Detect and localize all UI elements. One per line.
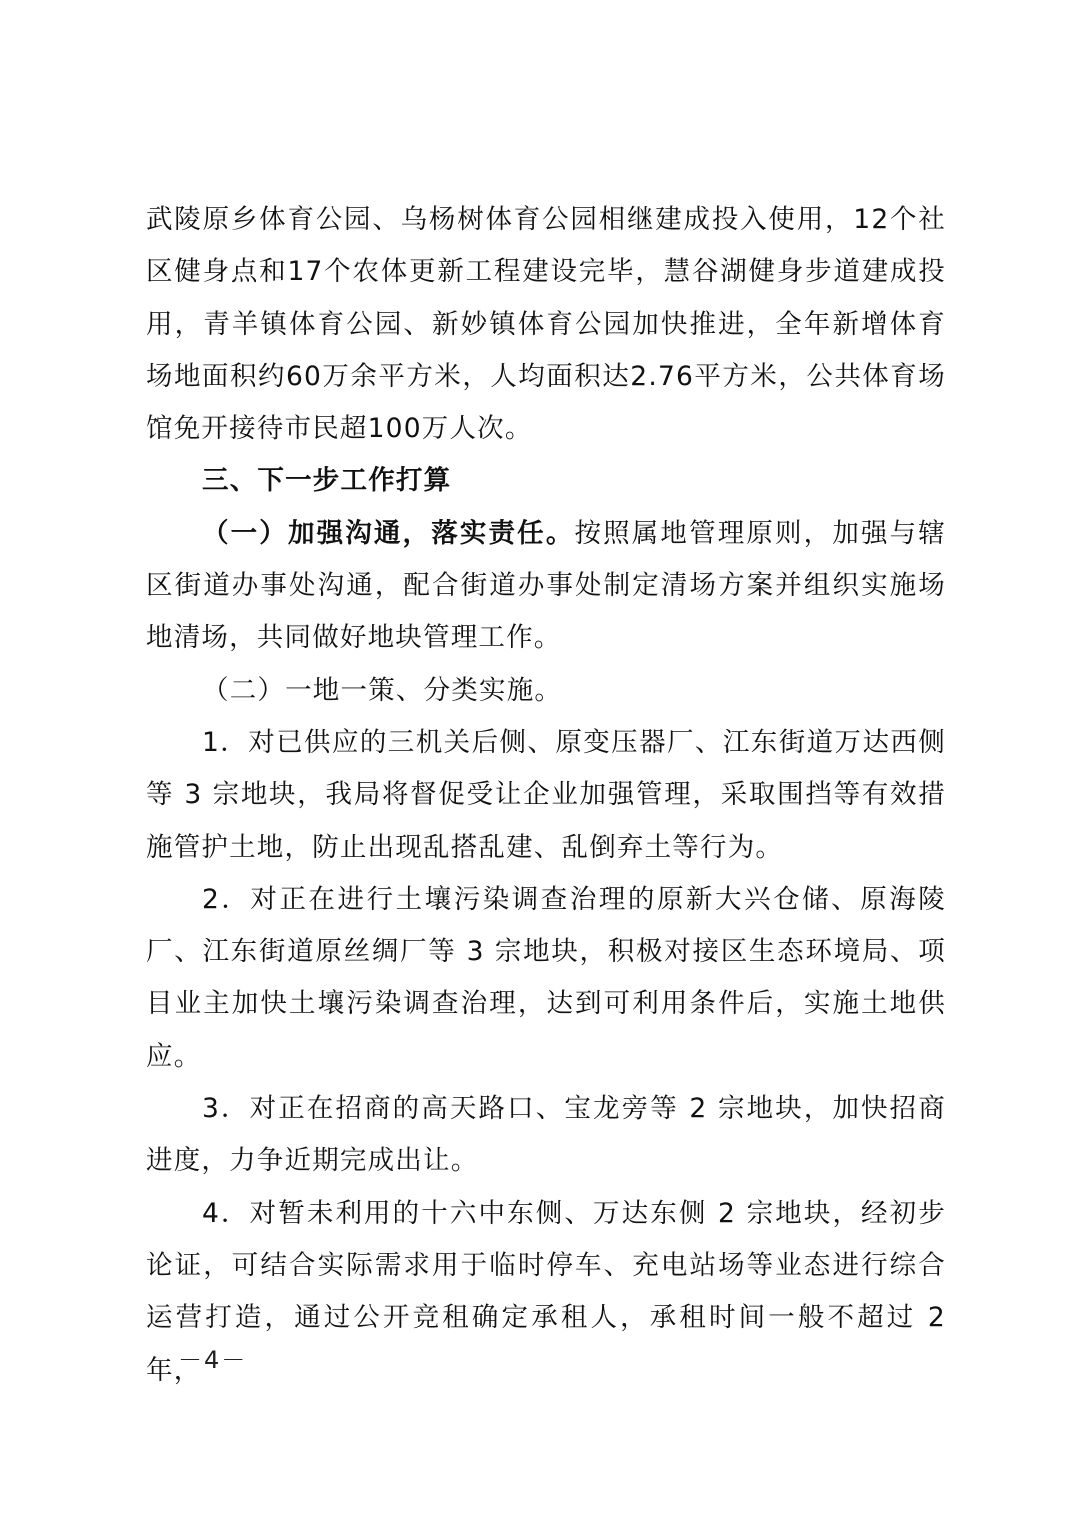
page-number: －4－ [178,1346,248,1374]
paragraph-continuation: 武陵原乡体育公园、乌杨树体育公园相继建成投入使用，12个社区健身点和17个农体更新工程建设完毕，慧谷湖健身步道建成投用，青羊镇体育公园、新妙镇体育公园加快推进，全年新增体育场地面积约60万余平方米，人均面积达2.76平方米，公共体育场馆免开接待市民超100万人次。 [146,204,946,445]
paragraph-communication [146,508,946,665]
subsection-heading: （二）一地一策、分类实施。 [202,674,563,706]
section-heading: 三、下一步工作打算 [202,465,452,497]
document-body [146,194,946,1397]
list-item-4: 4．对暂未利用的十六中东侧、万达东侧 2 宗地块，经初步论证，可结合实际需求用于临时停车、充电站场等业态进行综合运营打造，通过公开竞租确定承租人，承租时间一般不超过 2 年， [146,1197,946,1386]
paragraph-body: 按照属地管理原则，加强与辖区街道办事处沟通，配合街道办事处制定清场方案并组织实施场地清场，共同做好地块管理工作。 [146,517,946,654]
paragraph-lead: （一）加强沟通，落实责任。 [202,517,575,549]
list-item-3: 3．对正在招商的高天路口、宝龙旁等 2 宗地块，加快招商进度，力争近期完成出让。 [146,1093,946,1177]
list-item-1: 1．对已供应的三机关后侧、原变压器厂、江东街道万达西侧等 3 宗地块，我局将督促受让企业加强管理，采取围挡等有效措施管护土地，防止出现乱搭乱建、乱倒弃土等行为。 [146,726,946,863]
list-item-2: 2．对正在进行土壤污染调查治理的原新大兴仓储、原海陵厂、江东街道原丝绸厂等 3 宗地块，积极对接区生态环境局、项目业主加快土壤污染调查治理，达到可利用条件后，实施土地供应。 [146,883,946,1072]
